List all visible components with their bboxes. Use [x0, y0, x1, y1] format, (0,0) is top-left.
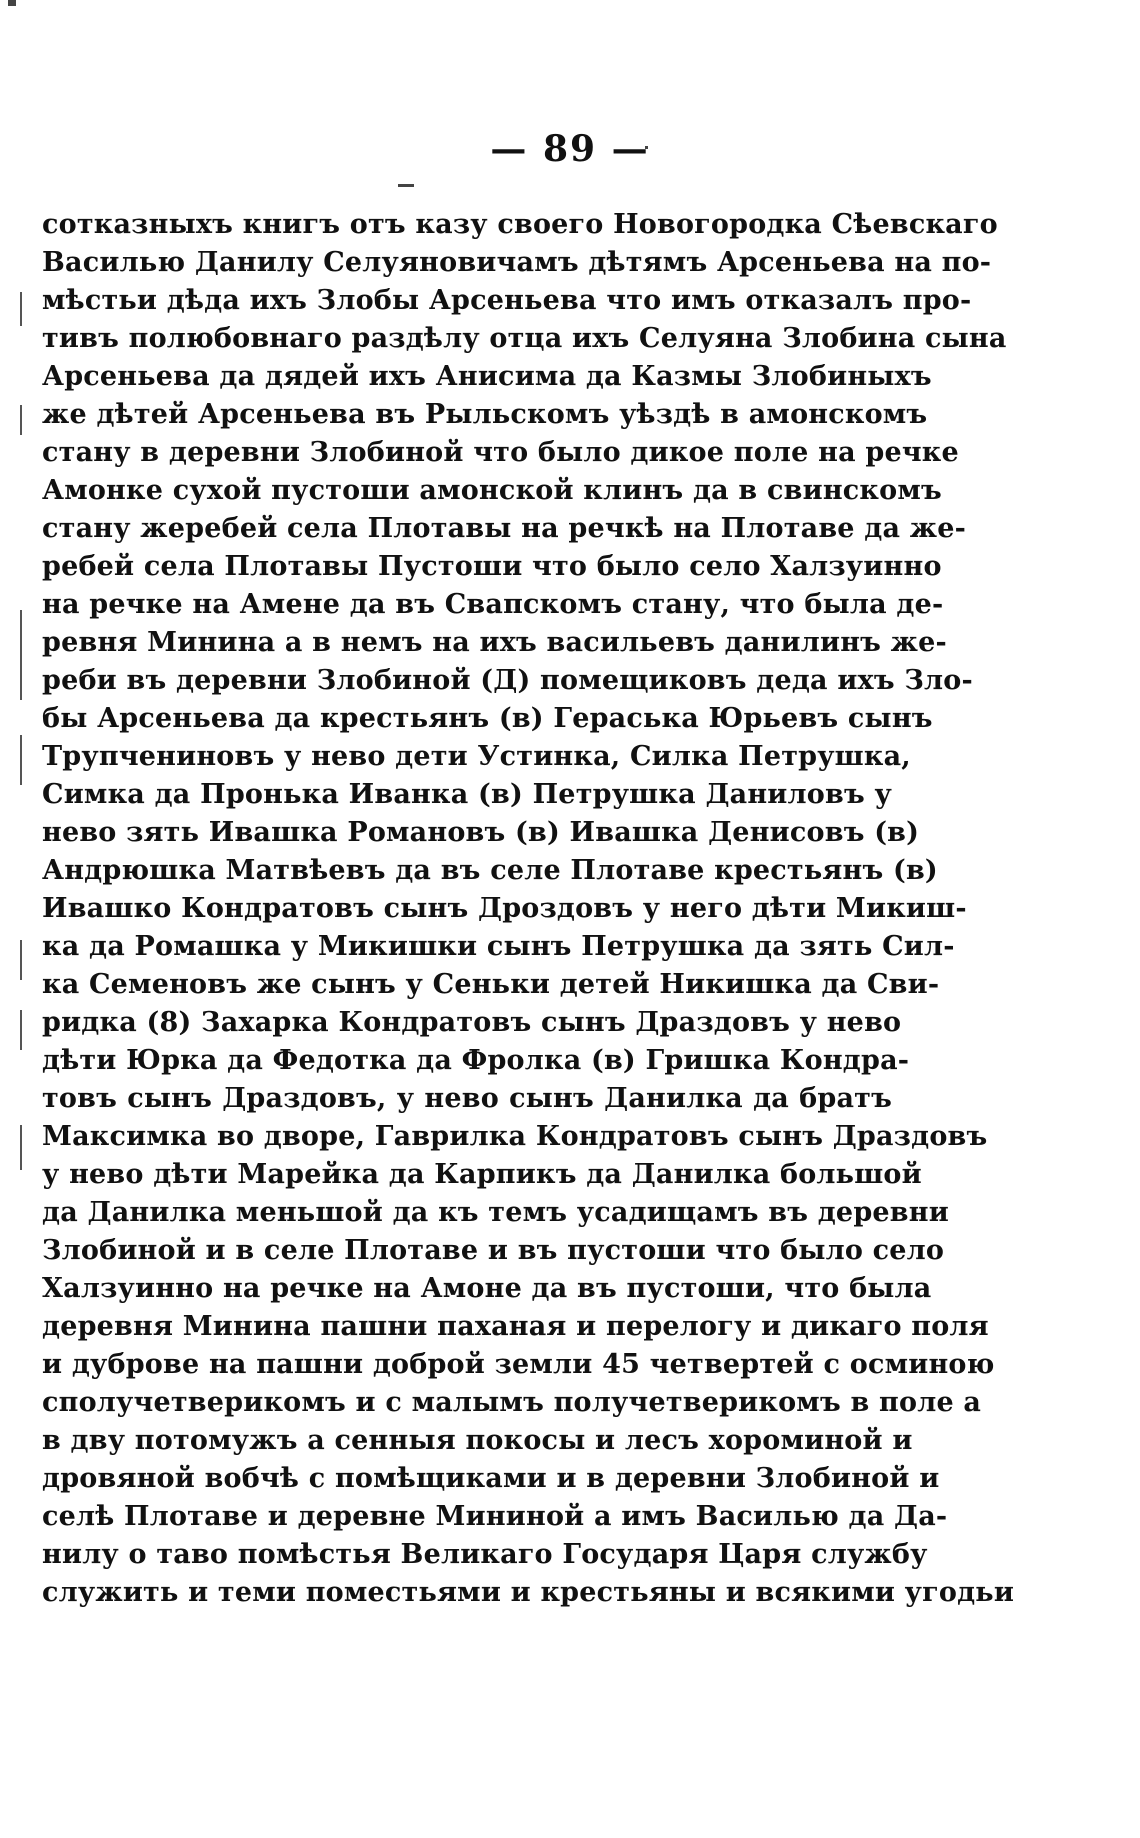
text-line: ребей села Плотавы Пустоши что было село Халзуинно — [42, 551, 942, 582]
text-line: Василью Данилу Селуяновичамъ дѣтямъ Арсеньева на по- — [42, 247, 992, 278]
text-line: Амонке сухой пустоши амонской клинъ да в свинскомъ — [42, 475, 942, 506]
text-line: селѣ Плотаве и деревне Мининой а имъ Василью да Да- — [42, 1501, 948, 1532]
scan-margin-mark — [20, 610, 22, 700]
text-line: ридка (8) Захарка Кондратовъ сынъ Драздовъ у нево — [42, 1007, 902, 1038]
text-line: Злобиной и в селе Плотаве и въ пустоши что было село — [42, 1235, 945, 1266]
text-line: же дѣтей Арсеньева въ Рыльскомъ уѣздѣ в амонскомъ — [42, 399, 928, 430]
text-line: Андрюшка Матвѣевъ да въ селе Плотаве крестьянъ (в) — [42, 855, 938, 886]
text-line: тивъ полюбовнаго раздѣлу отца ихъ Селуяна Злобина сына — [42, 323, 1007, 354]
scan-margin-mark — [20, 1125, 22, 1170]
text-line: служить и теми поместьями и крестьяны и всякими угодьи — [42, 1577, 1015, 1608]
text-line: ка Семеновъ же сынъ у Сеньки детей Никишка да Сви- — [42, 969, 940, 1000]
text-line: стану в деревни Злобиной что было дикое поле на речке — [42, 437, 959, 468]
text-line: Максимка во дворе, Гаврилка Кондратовъ сынъ Драздовъ — [42, 1121, 988, 1152]
text-line: ревня Минина а в немъ на ихъ васильевъ данилинъ же- — [42, 627, 947, 658]
text-line: деревня Минина пашни паханая и перелогу и дикаго поля — [42, 1311, 989, 1342]
text-line: и дуброве на пашни доброй земли 45 четвертей с осминою — [42, 1349, 995, 1380]
scan-margin-mark — [20, 735, 22, 785]
scan-margin-mark — [20, 940, 22, 980]
scan-margin-mark — [20, 292, 22, 326]
text-line: да Данилка меньшой да къ темъ усадищамъ въ деревни — [42, 1197, 949, 1228]
body-text — [42, 206, 1015, 1612]
text-line: мѣстьи дѣда ихъ Злобы Арсеньева что имъ отказалъ про- — [42, 285, 972, 316]
text-line: нево зять Ивашка Романовъ (в) Ивашка Денисовъ (в) — [42, 817, 920, 848]
scan-artifact — [8, 0, 16, 6]
scan-artifact — [398, 184, 414, 187]
text-line: сотказныхъ книгъ отъ казу своего Новогородка Сѣевскаго — [42, 209, 998, 240]
text-line: у нево дѣти Марейка да Карпикъ да Данилка большой — [42, 1159, 922, 1190]
text-line: сполучетверикомъ и с малымъ получетверикомъ в поле а — [42, 1387, 982, 1418]
text-line: в дву потомужъ а сенныя покосы и лесъ хороминой и — [42, 1425, 913, 1456]
scan-margin-mark — [20, 1010, 22, 1050]
text-line: дровяной вобчѣ с помѣщиками и в деревни Злобиной и — [42, 1463, 940, 1494]
text-line: дѣти Юрка да Федотка да Фролка (в) Гришка Кондра- — [42, 1045, 910, 1076]
text-line: реби въ деревни Злобиной (Д) помещиковъ деда ихъ Зло- — [42, 665, 973, 696]
text-line: Халзуинно на речке на Амоне да въ пустоши, что была — [42, 1273, 932, 1304]
text-line: Ивашко Кондратовъ сынъ Дроздовъ у него дѣти Микиш- — [42, 893, 967, 924]
text-line: стану жеребей села Плотавы на речкѣ на Плотаве да же- — [42, 513, 967, 544]
text-line: ка да Ромашка у Микишки сынъ Петрушка да зять Сил- — [42, 931, 955, 962]
text-line: нилу о таво помѣстья Великаго Государя Царя службу — [42, 1539, 928, 1570]
text-line: Симка да Пронька Иванка (в) Петрушка Даниловъ у — [42, 779, 892, 810]
text-line: Трупчениновъ у нево дети Устинка, Силка Петрушка, — [42, 741, 911, 772]
page-number: — 89 — — [490, 128, 650, 170]
text-line: на речке на Амене да въ Свапскомъ стану, что была де- — [42, 589, 944, 620]
text-line: товъ сынъ Драздовъ, у нево сынъ Данилка да братъ — [42, 1083, 892, 1114]
text-line: Арсеньева да дядей ихъ Анисима да Казмы Злобиныхъ — [42, 361, 932, 392]
scan-margin-mark — [20, 405, 22, 435]
text-line: бы Арсеньева да крестьянъ (в) Гераська Юрьевъ сынъ — [42, 703, 933, 734]
